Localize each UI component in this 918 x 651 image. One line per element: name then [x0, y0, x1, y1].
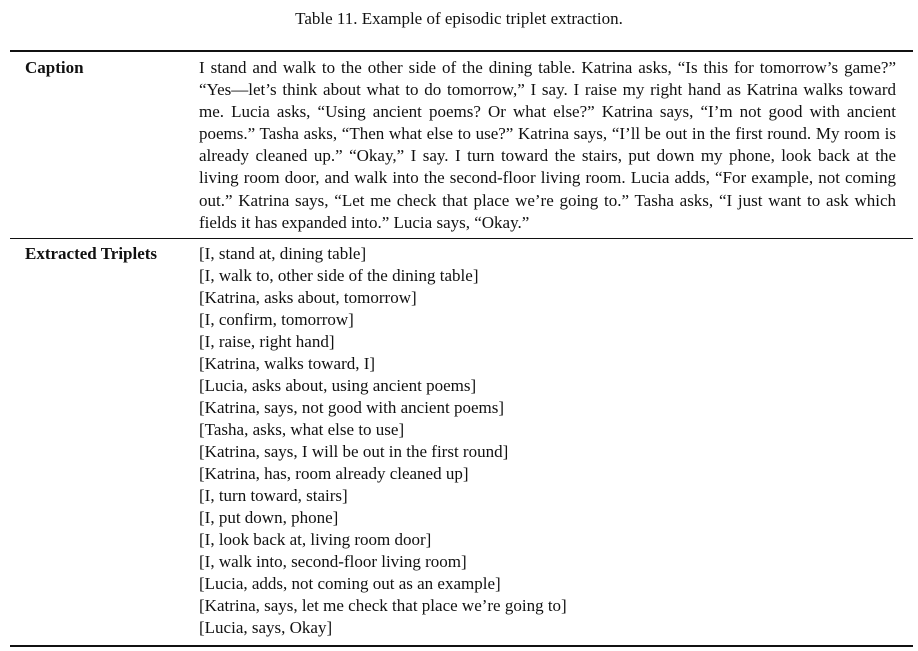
triplet-item: [Katrina, says, not good with ancient poems]: [199, 398, 504, 417]
triplet-item: [I, turn toward, stairs]: [199, 486, 348, 505]
triplet-item: [I, stand at, dining table]: [199, 244, 367, 263]
caption-row-label: Caption: [25, 58, 84, 77]
triplet-item: [Tasha, asks, what else to use]: [199, 420, 405, 439]
triplet-item: [I, look back at, living room door]: [199, 530, 432, 549]
triplets-row-label: Extracted Triplets: [25, 244, 158, 263]
triplet-item: [Lucia, adds, not coming out as an example]: [199, 574, 501, 593]
triplet-item: [I, confirm, tomorrow]: [199, 310, 354, 329]
triplet-item: [I, walk to, other side of the dining table]: [199, 266, 479, 285]
triplet-item: [I, raise, right hand]: [199, 332, 335, 351]
triplet-item: [Lucia, asks about, using ancient poems]: [199, 376, 477, 395]
triplet-item: [Katrina, asks about, tomorrow]: [199, 288, 417, 307]
triplet-item: [I, put down, phone]: [199, 508, 339, 527]
triplet-item: [Katrina, walks toward, I]: [199, 354, 376, 373]
table-middle-rule: [10, 238, 913, 239]
table-top-rule: [10, 50, 913, 52]
triplet-item: [Katrina, has, room already cleaned up]: [199, 464, 469, 483]
triplet-item: [I, walk into, second-floor living room]: [199, 552, 467, 571]
triplet-item: [Katrina, says, I will be out in the first round]: [199, 442, 509, 461]
triplet-list: [199, 243, 567, 639]
table-bottom-rule: [10, 645, 913, 647]
triplet-item: [Lucia, says, Okay]: [199, 618, 333, 637]
caption-text: I stand and walk to the other side of the dining table. Katrina asks, “Is this for tomorrow’s game?” “Yes—let’s think about what to do tomorrow,” I say. I raise my right hand as Katrina walks toward me. Lucia asks, “Using ancient poems? Or what else?” Katrina says, “I’m not good with ancient poems.” Tasha asks, “Then what else to use?” Katrina says, “I’ll be out in the first round. My room is already cleaned up.” “Okay,” I say. I turn toward the stairs, put down my phone, look back at the living room door, and walk into the second-floor living room. Lucia adds, “For example, not coming out.” Katrina says, “Let me check that place we’re going to.” Tasha asks, “I just want to ask which fields it has expanded into.” Lucia says, “Okay.”: [199, 58, 896, 232]
triplet-item: [Katrina, says, let me check that place we’re going to]: [199, 596, 567, 615]
table-caption: Table 11. Example of episodic triplet extraction.: [295, 9, 623, 28]
